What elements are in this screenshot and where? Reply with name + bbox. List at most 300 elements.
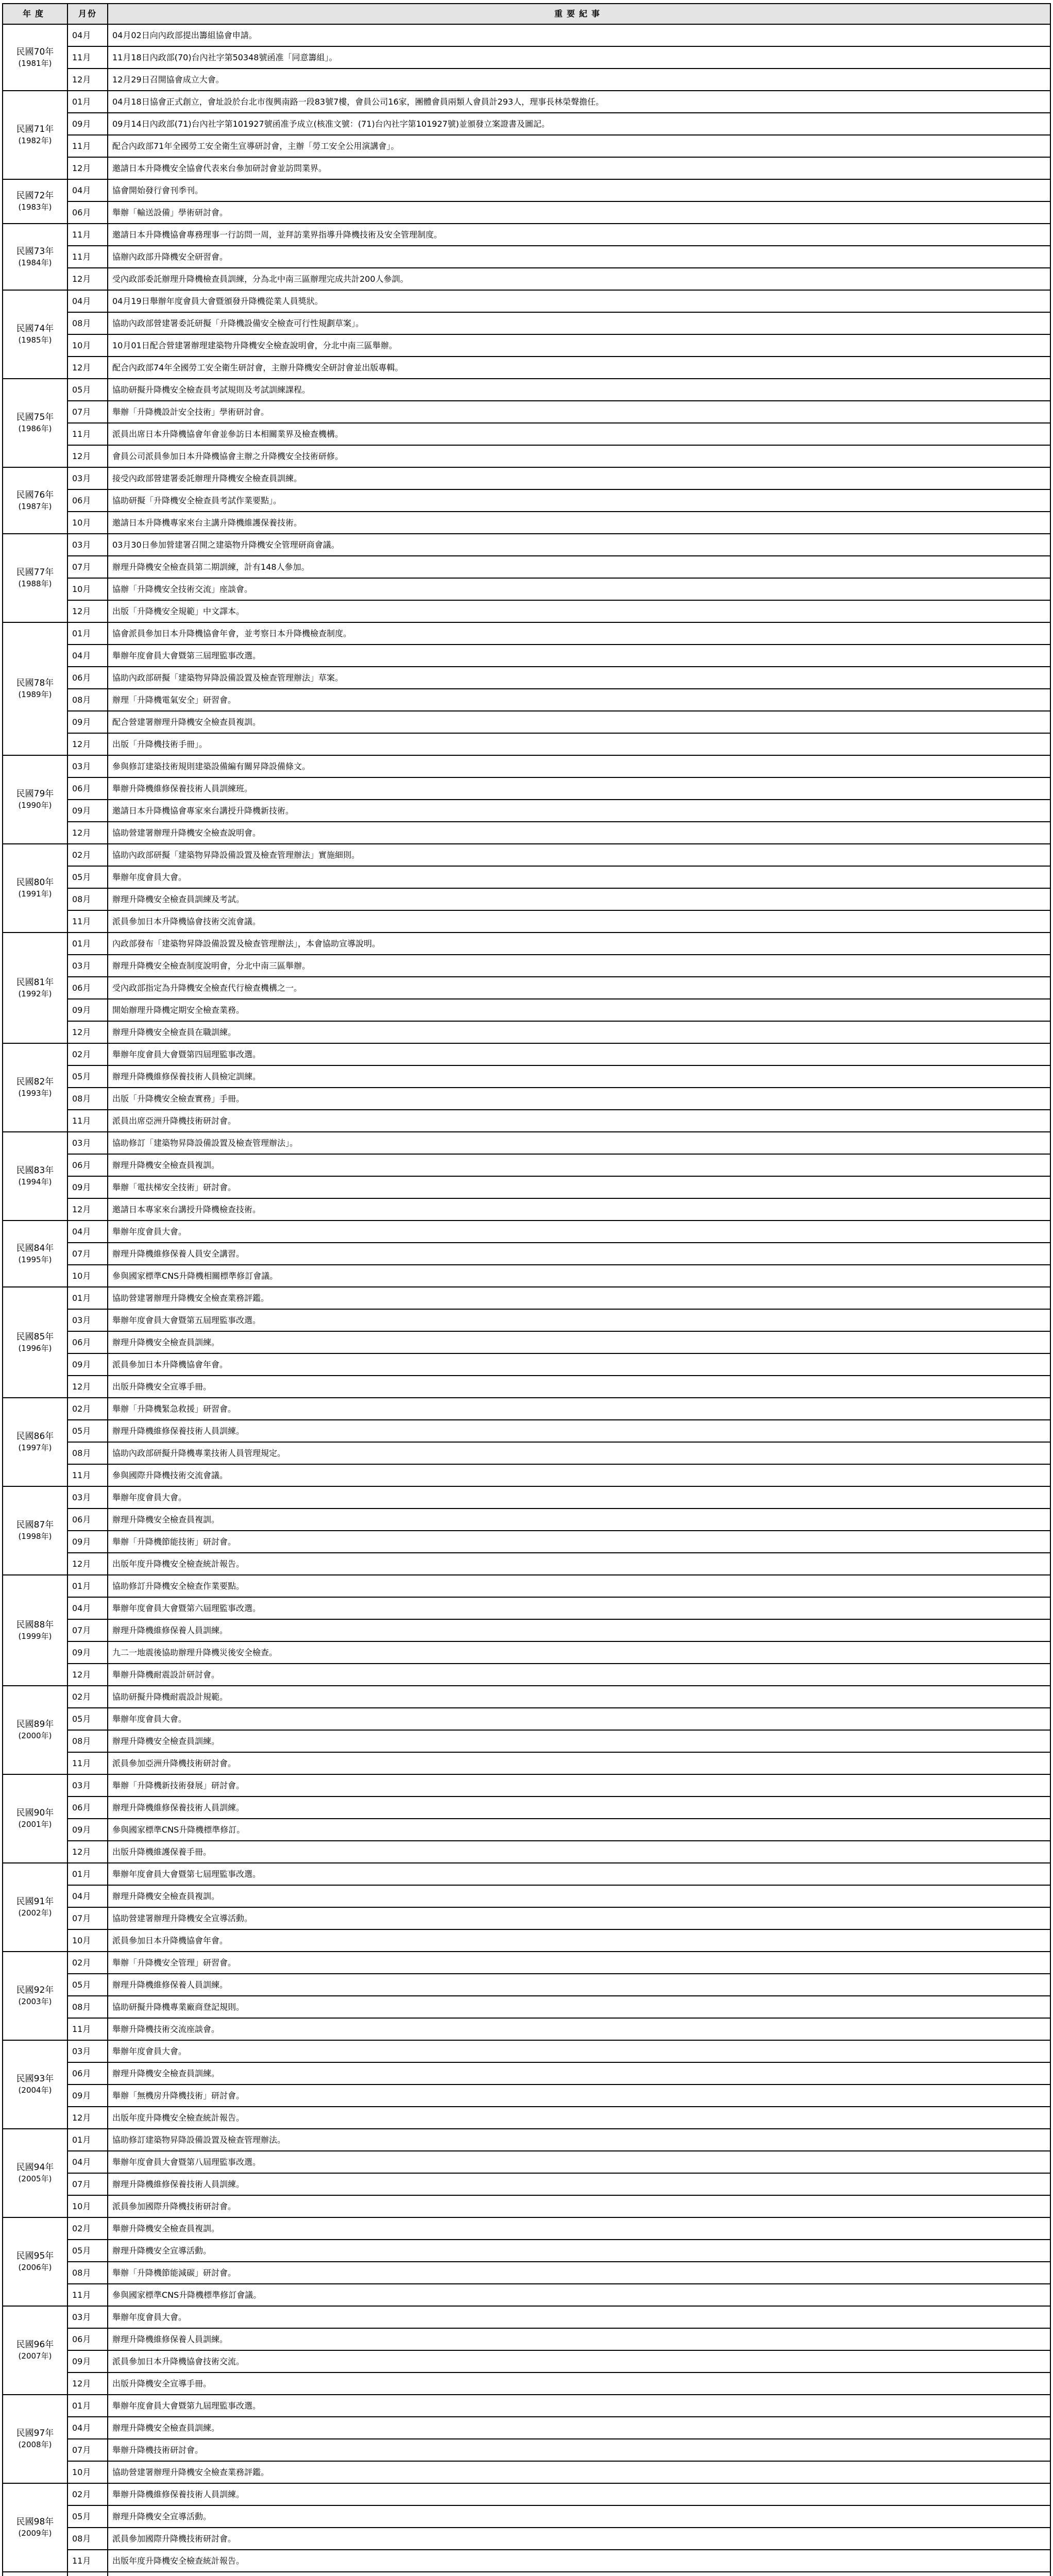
table-row: [3, 268, 1050, 290]
event-cell: 派員參加國際升降機技術研討會。: [108, 2528, 1050, 2550]
event-cell: 舉辦「電扶梯安全技術」研討會。: [108, 1176, 1050, 1198]
month-cell: 02月: [67, 1952, 108, 1974]
month-cell: 01月: [67, 933, 108, 955]
event-cell: 辦理升降機安全檢查員複訓。: [108, 1885, 1050, 1907]
event-cell: 辦理升降機安全檢查員訓練。: [108, 2417, 1050, 2439]
event-cell: 舉辦「升降機節能減碳」研討會。: [108, 2262, 1050, 2284]
month-cell: 07月: [67, 2173, 108, 2195]
table-row: [3, 711, 1050, 733]
table-row: [3, 1198, 1050, 1221]
event-cell: 出版升降機維護保養手冊。: [108, 1841, 1050, 1863]
event-cell: 辦理升降機維修保養技術人員訓練。: [108, 1420, 1050, 1442]
year-label: 民國81年: [16, 977, 54, 988]
event-cell: 辦理升降機維修保養技術人員訓練。: [108, 2173, 1050, 2195]
table-row: [3, 1221, 1050, 1243]
month-cell: 05月: [67, 2240, 108, 2262]
year-label: 民國94年: [16, 2162, 54, 2173]
event-cell: 辦理升降機安全檢查員第二期訓練，計有148人參加。: [108, 556, 1050, 578]
table-row: [3, 844, 1050, 866]
month-cell: 10月: [67, 2195, 108, 2217]
year-cell: [3, 844, 67, 933]
event-cell: 協助研擬升降機耐震設計規範。: [108, 1686, 1050, 1708]
table-row: [3, 733, 1050, 755]
year-label-gregorian: (1999年): [18, 1631, 52, 1641]
table-row: [3, 1797, 1050, 1819]
table-row: [3, 1509, 1050, 1531]
year-cell: [3, 467, 67, 534]
table-row: [3, 1708, 1050, 1730]
table-row: [3, 910, 1050, 933]
table-row: [3, 224, 1050, 246]
year-cell: [3, 1686, 67, 1774]
table-row: [3, 2084, 1050, 2107]
year-cell: [3, 1287, 67, 1398]
event-cell: 舉辦「升降機新技術發展」研討會。: [108, 1774, 1050, 1797]
table-row: [3, 1863, 1050, 1885]
table-row: [3, 2107, 1050, 2129]
year-label-gregorian: (1994年): [18, 1177, 52, 1187]
year-label: 民國72年: [16, 191, 54, 201]
event-cell: 參與修訂建築技術規則建築設備編有關昇降設備條文。: [108, 755, 1050, 777]
month-cell: 04月: [67, 24, 108, 46]
month-cell: 04月: [67, 1221, 108, 1243]
table-row: [3, 2018, 1050, 2040]
month-cell: 07月: [67, 1907, 108, 1929]
month-cell: 03月: [67, 1132, 108, 1154]
month-cell: 08月: [67, 888, 108, 910]
event-cell: 派員參加日本升降機協會年會。: [108, 1353, 1050, 1376]
event-cell: 出版升降機安全宣導手冊。: [108, 2372, 1050, 2395]
month-cell: 03月: [67, 1309, 108, 1331]
table-row: [3, 1885, 1050, 1907]
event-cell: [108, 2572, 1050, 2576]
table-row: [3, 2505, 1050, 2528]
month-cell: 12月: [67, 268, 108, 290]
month-cell: 11月: [67, 423, 108, 445]
year-cell: [3, 2306, 67, 2395]
table-row: [3, 1287, 1050, 1309]
table-row: [3, 556, 1050, 578]
table-row: [3, 578, 1050, 600]
table-row: [3, 1641, 1050, 1664]
event-cell: 舉辦「輸送設備」學術研討會。: [108, 201, 1050, 224]
table-row: [3, 2262, 1050, 2284]
table-row: [3, 379, 1050, 401]
event-cell: 舉辦「升降機安全管理」研習會。: [108, 1952, 1050, 1974]
table-row: [3, 2461, 1050, 2483]
year-cell: [3, 1952, 67, 2040]
event-cell: 舉辦年度會員大會。: [108, 1486, 1050, 1509]
year-label: 民國75年: [16, 412, 54, 422]
event-cell: 舉辦年度會員大會。: [108, 1708, 1050, 1730]
event-cell: 派員參加亞洲升降機技術研討會。: [108, 1752, 1050, 1774]
month-cell: 12月: [67, 445, 108, 467]
event-cell: 辦理升降機安全檢查員訓練。: [108, 1331, 1050, 1353]
month-cell: 05月: [67, 1065, 108, 1088]
year-label: 民國89年: [16, 1719, 54, 1730]
event-cell: 舉辦年度會員大會。: [108, 2040, 1050, 2062]
table-row: [3, 755, 1050, 777]
event-cell: 內政部發布「建築物昇降設備設置及檢查管理辦法」，本會協助宣導說明。: [108, 933, 1050, 955]
event-cell: 辦理升降機維修保養人員訓練。: [108, 2328, 1050, 2350]
year-label-gregorian: (1983年): [18, 202, 52, 212]
month-cell: 01月: [67, 2395, 108, 2417]
table-row: [3, 866, 1050, 888]
month-cell: 09月: [67, 711, 108, 733]
table-row: [3, 2217, 1050, 2240]
table-row: [3, 933, 1050, 955]
year-label: 民國87年: [16, 1520, 54, 1530]
table-row: [3, 2284, 1050, 2306]
month-cell: 12月: [67, 822, 108, 844]
month-cell: 09月: [67, 2084, 108, 2107]
month-cell: 08月: [67, 2262, 108, 2284]
table-row: [3, 91, 1050, 113]
event-cell: 出版「升降機安全規範」中文譯本。: [108, 600, 1050, 622]
month-cell: 11月: [67, 1752, 108, 1774]
table-row: [3, 622, 1050, 645]
event-cell: 03月30日參加營建署召開之建築物升降機安全管理研商會議。: [108, 534, 1050, 556]
table-row: [3, 2240, 1050, 2262]
year-label-gregorian: (2007年): [18, 2351, 52, 2361]
year-label-gregorian: (1988年): [18, 579, 52, 588]
year-label: 民國97年: [16, 2428, 54, 2438]
table-row: [3, 1110, 1050, 1132]
year-label-gregorian: (1984年): [18, 258, 52, 267]
month-cell: [67, 2572, 108, 2576]
month-cell: 03月: [67, 755, 108, 777]
year-label: 民國80年: [16, 877, 54, 888]
table-row: [3, 1730, 1050, 1752]
history-table-sheet: [2, 3, 1051, 2576]
table-row: [3, 977, 1050, 999]
year-cell: [3, 2217, 67, 2306]
month-cell: 08月: [67, 689, 108, 711]
table-row: [3, 822, 1050, 844]
event-cell: 出版年度升降機安全檢查統計報告。: [108, 1553, 1050, 1575]
table-row: [3, 2417, 1050, 2439]
month-cell: 06月: [67, 667, 108, 689]
year-cell: [3, 1043, 67, 1132]
month-cell: 02月: [67, 844, 108, 866]
table-row: [3, 1929, 1050, 1952]
table-row: [3, 1265, 1050, 1287]
month-cell: 11月: [67, 224, 108, 246]
year-label: 民國71年: [16, 124, 54, 134]
month-cell: 03月: [67, 2306, 108, 2328]
table-row: [3, 1819, 1050, 1841]
table-row: [3, 157, 1050, 179]
table-row: [3, 1841, 1050, 1863]
month-cell: 01月: [67, 2129, 108, 2151]
year-label: 民國73年: [16, 246, 54, 257]
year-label-gregorian: (1992年): [18, 989, 52, 998]
table-row: [3, 1952, 1050, 1974]
table-row: [3, 135, 1050, 157]
event-cell: 參與國家標準CNS升降機標準修訂會議。: [108, 2284, 1050, 2306]
year-cell: [3, 1575, 67, 1686]
table-row: [3, 1043, 1050, 1065]
year-cell: [3, 2483, 67, 2572]
month-cell: 12月: [67, 600, 108, 622]
table-row: [3, 689, 1050, 711]
year-label-gregorian: (2004年): [18, 2086, 52, 2095]
month-cell: 12月: [67, 1021, 108, 1043]
month-cell: 09月: [67, 2350, 108, 2372]
month-cell: 03月: [67, 2040, 108, 2062]
table-header-row: [3, 4, 1050, 24]
month-cell: 12月: [67, 1376, 108, 1398]
table-row: [3, 2483, 1050, 2505]
table-row: [3, 800, 1050, 822]
event-cell: 派員參加國際升降機技術研討會。: [108, 2195, 1050, 2217]
table-row: [3, 777, 1050, 800]
event-cell: 協助內政部研擬「建築物昇降設備設置及檢查管理辦法」草案。: [108, 667, 1050, 689]
month-cell: 05月: [67, 1974, 108, 1996]
table-row: [3, 2173, 1050, 2195]
event-cell: 舉辦年度會員大會。: [108, 866, 1050, 888]
event-cell: 協助內政部營建署委託研擬「升降機設備安全檢查可行性規劃草案」。: [108, 312, 1050, 334]
event-cell: 出版「升降機安全檢查實務」手冊。: [108, 1088, 1050, 1110]
month-cell: 01月: [67, 622, 108, 645]
month-cell: 02月: [67, 1686, 108, 1708]
year-cell: [3, 2572, 67, 2576]
year-label: 民國82年: [16, 1077, 54, 1087]
year-label-gregorian: (1986年): [18, 424, 52, 433]
month-cell: 06月: [67, 1154, 108, 1176]
table-row: [3, 2350, 1050, 2372]
year-label: 民國77年: [16, 567, 54, 578]
month-cell: 12月: [67, 357, 108, 379]
month-cell: 01月: [67, 1575, 108, 1597]
table-row: [3, 290, 1050, 312]
table-row: [3, 113, 1050, 135]
event-cell: 舉辦年度會員大會暨第七屆理監事改選。: [108, 1863, 1050, 1885]
table-row: [3, 1420, 1050, 1442]
header-date: 月份: [67, 4, 108, 24]
table-row: [3, 1464, 1050, 1486]
event-cell: 配合內政部74年全國勞工安全衛生研討會，主辦升降機安全研討會並出版專輯。: [108, 357, 1050, 379]
year-cell: [3, 1774, 67, 1863]
table-row: [3, 1132, 1050, 1154]
event-cell: 邀請日本升降機協會專家來台講授升降機新技術。: [108, 800, 1050, 822]
month-cell: 04月: [67, 290, 108, 312]
table-row: [3, 1974, 1050, 1996]
month-cell: 06月: [67, 2062, 108, 2084]
year-label-gregorian: (1982年): [18, 136, 52, 145]
event-cell: 辦理升降機維修保養技術人員訓練。: [108, 1797, 1050, 1819]
year-label-gregorian: (1985年): [18, 335, 52, 345]
table-row: [3, 489, 1050, 512]
event-cell: 舉辦「升降機節能技術」研討會。: [108, 1531, 1050, 1553]
month-cell: 09月: [67, 999, 108, 1021]
table-row: [3, 2528, 1050, 2550]
month-cell: 06月: [67, 777, 108, 800]
table-row: [3, 1021, 1050, 1043]
event-cell: 辦理升降機安全宣導活動。: [108, 2505, 1050, 2528]
month-cell: 05月: [67, 1708, 108, 1730]
table-row: [3, 357, 1050, 379]
month-cell: 09月: [67, 1531, 108, 1553]
year-label: 民國92年: [16, 1985, 54, 1995]
table-row: [3, 467, 1050, 489]
table-row: [3, 1486, 1050, 1509]
event-cell: 舉辦升降機技術研討會。: [108, 2439, 1050, 2461]
event-cell: 派員出席亞洲升降機技術研討會。: [108, 1110, 1050, 1132]
month-cell: 04月: [67, 2151, 108, 2173]
history-table: [2, 3, 1051, 2576]
month-cell: 02月: [67, 1398, 108, 1420]
table-row: [3, 1176, 1050, 1198]
year-cell: [3, 1486, 67, 1575]
table-row: [3, 2439, 1050, 2461]
event-cell: 開始辦理升降機定期安全檢查業務。: [108, 999, 1050, 1021]
event-cell: 協助修訂「建築物昇降設備設置及檢查管理辦法」。: [108, 1132, 1050, 1154]
month-cell: 07月: [67, 1243, 108, 1265]
event-cell: 協助研擬升降機安全檢查員考試規則及考試訓練課程。: [108, 379, 1050, 401]
table-row: [3, 1664, 1050, 1686]
table-row: [3, 1442, 1050, 1464]
year-label: 民國76年: [16, 489, 54, 500]
table-row: [3, 179, 1050, 201]
table-row: [3, 600, 1050, 622]
month-cell: 06月: [67, 489, 108, 512]
table-row: [3, 401, 1050, 423]
year-cell: [3, 1863, 67, 1952]
table-row: [3, 1065, 1050, 1088]
year-cell: [3, 179, 67, 224]
year-label: 民國85年: [16, 1331, 54, 1342]
year-label: 民國88年: [16, 1619, 54, 1630]
event-cell: 辦理升降機維修保養技術人員檢定訓練。: [108, 1065, 1050, 1088]
event-cell: 參與國際升降機技術交流會議。: [108, 1464, 1050, 1486]
table-row: [3, 645, 1050, 667]
year-label: 民國83年: [16, 1165, 54, 1176]
table-row: [3, 2129, 1050, 2151]
table-row: [3, 2151, 1050, 2173]
year-label: 民國74年: [16, 324, 54, 334]
event-cell: 舉辦「升降機緊急救援」研習會。: [108, 1398, 1050, 1420]
event-cell: 派員參加日本升降機協會技術交流會議。: [108, 910, 1050, 933]
month-cell: 10月: [67, 2461, 108, 2483]
month-cell: 04月: [67, 1885, 108, 1907]
event-cell: 辦理升降機安全檢查員訓練。: [108, 2062, 1050, 2084]
month-cell: 12月: [67, 157, 108, 179]
event-cell: 派員參加日本升降機協會年會。: [108, 1929, 1050, 1952]
month-cell: 03月: [67, 955, 108, 977]
year-cell: [3, 290, 67, 379]
month-cell: 03月: [67, 1486, 108, 1509]
event-cell: 舉辦升降機維修保養技術人員訓練班。: [108, 777, 1050, 800]
event-cell: 辦理升降機安全檢查員複訓。: [108, 1509, 1050, 1531]
month-cell: 10月: [67, 1265, 108, 1287]
event-cell: 舉辦升降機安全檢查員複訓。: [108, 2217, 1050, 2240]
month-cell: 12月: [67, 733, 108, 755]
event-cell: 協助內政部研擬「建築物昇降設備設置及檢查管理辦法」實施細則。: [108, 844, 1050, 866]
event-cell: 舉辦年度會員大會暨第九屆理監事改選。: [108, 2395, 1050, 2417]
table-row: [3, 1752, 1050, 1774]
table-row: [3, 1398, 1050, 1420]
month-cell: 07月: [67, 2439, 108, 2461]
month-cell: 06月: [67, 1331, 108, 1353]
event-cell: 邀請日本升降機專家來台主講升降機維護保養技術。: [108, 512, 1050, 534]
year-cell: [3, 2395, 67, 2483]
month-cell: 11月: [67, 910, 108, 933]
year-cell: [3, 24, 67, 91]
year-label-gregorian: (1993年): [18, 1089, 52, 1098]
table-row: [3, 1353, 1050, 1376]
table-row: [3, 1686, 1050, 1708]
year-label-gregorian: (1981年): [18, 58, 52, 68]
table-row: [3, 1774, 1050, 1797]
table-row: [3, 1243, 1050, 1265]
month-cell: 05月: [67, 379, 108, 401]
year-label: 民國96年: [16, 2340, 54, 2350]
month-cell: 08月: [67, 312, 108, 334]
event-cell: 配合內政部71年全國勞工安全衛生宣導研討會，主辦「勞工安全公用演講會」。: [108, 135, 1050, 157]
month-cell: 08月: [67, 1442, 108, 1464]
month-cell: 09月: [67, 800, 108, 822]
month-cell: 05月: [67, 1420, 108, 1442]
year-cell: [3, 755, 67, 844]
table-row: [3, 1996, 1050, 2018]
table-row: [3, 2062, 1050, 2084]
year-cell: [3, 91, 67, 179]
month-cell: 05月: [67, 2505, 108, 2528]
event-cell: 參與國家標準CNS升降機標準修訂。: [108, 1819, 1050, 1841]
event-cell: 協助修訂建築物昇降設備設置及檢查管理辦法。: [108, 2129, 1050, 2151]
event-cell: 協助營建署辦理升降機安全檢查說明會。: [108, 822, 1050, 844]
event-cell: 04月19日舉辦年度會員大會暨頒發升降機從業人員獎狀。: [108, 290, 1050, 312]
month-cell: 04月: [67, 179, 108, 201]
table-row: [3, 2572, 1050, 2576]
month-cell: 07月: [67, 401, 108, 423]
month-cell: 01月: [67, 1287, 108, 1309]
table-row: [3, 423, 1050, 445]
table-row: [3, 1331, 1050, 1353]
year-cell: [3, 2040, 67, 2129]
year-label: 民國98年: [16, 2517, 54, 2527]
year-label-gregorian: (1997年): [18, 1443, 52, 1452]
month-cell: 11月: [67, 2284, 108, 2306]
header-event: 重要紀事: [108, 4, 1050, 24]
table-row: [3, 246, 1050, 268]
table-row: [3, 534, 1050, 556]
table-row: [3, 2395, 1050, 2417]
year-label-gregorian: (2002年): [18, 1908, 52, 1918]
event-cell: 出版「升降機技術手冊」。: [108, 733, 1050, 755]
month-cell: 08月: [67, 2528, 108, 2550]
table-row: [3, 445, 1050, 467]
month-cell: 05月: [67, 866, 108, 888]
event-cell: 參與國家標準CNS升降機相關標準修訂會議。: [108, 1265, 1050, 1287]
month-cell: 09月: [67, 1641, 108, 1664]
event-cell: 舉辦升降機維修保養技術人員訓練。: [108, 2483, 1050, 2505]
month-cell: 12月: [67, 1664, 108, 1686]
month-cell: 12月: [67, 69, 108, 91]
month-cell: 11月: [67, 2550, 108, 2572]
month-cell: 02月: [67, 2483, 108, 2505]
month-cell: 02月: [67, 1043, 108, 1065]
year-label: 民國95年: [16, 2251, 54, 2261]
year-label: 民國86年: [16, 1431, 54, 1442]
month-cell: 06月: [67, 1509, 108, 1531]
year-label-gregorian: (1991年): [18, 889, 52, 899]
event-cell: 舉辦升降機技術交流座談會。: [108, 2018, 1050, 2040]
table-row: [3, 2328, 1050, 2350]
event-cell: 協辦「升降機安全技術交流」座談會。: [108, 578, 1050, 600]
table-row: [3, 667, 1050, 689]
